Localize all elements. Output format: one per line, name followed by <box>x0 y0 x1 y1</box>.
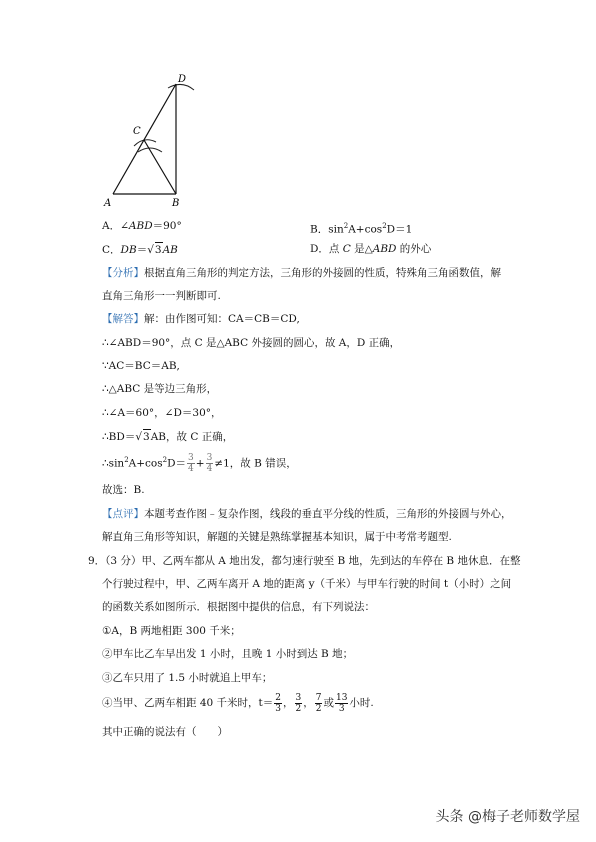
solution-7-sup2: 2 <box>162 456 168 464</box>
option-a-suffix: ＝90° <box>152 220 182 232</box>
option-b-suffix: D＝1 <box>386 223 413 236</box>
option-a-prefix: A．∠ <box>102 220 129 232</box>
fraction-den: 3 <box>275 703 281 714</box>
statement-4-comma-1: ， <box>283 697 294 709</box>
option-c-ab: AB <box>162 244 178 256</box>
fraction-den: 4 <box>206 464 213 474</box>
option-b-prefix: B．sin <box>310 223 344 236</box>
fraction-den: 3 <box>338 703 345 714</box>
solution-7-sup1: 2 <box>124 456 129 464</box>
solution-7-plus: + <box>195 457 205 470</box>
fraction-2-3 <box>274 693 282 714</box>
solution-choice: 故选：B. <box>102 484 145 496</box>
fraction-den: 2 <box>295 703 302 714</box>
fraction-3-4-b <box>206 453 214 474</box>
solution-line-6: ∴BD＝√3AB，故 C 正确， <box>102 431 234 443</box>
analysis-tag: 【分析】 <box>102 267 144 279</box>
analysis-line-2: 直角三角形一一判断即可. <box>102 290 221 302</box>
statement-4-comma-2: ， <box>303 697 314 709</box>
option-b-mid: A+cos <box>348 223 383 236</box>
arc-d <box>168 84 194 90</box>
comment-text-1: 本题考查作图﹣复杂作图，线段的垂直平分线的性质，三角形的外接圆与外心， <box>144 508 512 520</box>
option-c: C．DB＝√3AB <box>102 244 178 256</box>
comment-line-1 <box>102 507 512 521</box>
solution-7-eq: D＝ <box>167 457 187 470</box>
statement-1: ①A，B 两地相距 300 千米； <box>102 625 241 637</box>
option-b-sup2: 2 <box>382 222 387 230</box>
label-b: B <box>172 198 180 209</box>
statement-2: ②甲车比乙车早出发 1 小时，且晚 1 小时到达 B 地； <box>102 648 354 660</box>
comment-line-2: 解直角三角形等知识，解题的关键是熟练掌握基本知识，属于中考常考题型. <box>102 531 452 543</box>
solution-line-4: ∴△ABC 是等边三角形， <box>102 383 218 395</box>
option-b-sup1: 2 <box>343 222 349 230</box>
option-d-suffix: 的外心 <box>396 243 432 255</box>
option-a-angle: ABD <box>128 220 153 232</box>
option-c-sqrt: 3 <box>154 244 162 256</box>
label-c: C <box>133 126 141 137</box>
fraction-den: 2 <box>315 703 322 714</box>
option-d-prefix: D．点 <box>310 243 343 255</box>
option-d-abd: ABD <box>372 243 397 255</box>
option-d-c: C <box>342 243 351 255</box>
option-c-eq: ＝ <box>136 244 148 256</box>
statement-4-or: 或 <box>323 697 334 709</box>
question-9-ask: 其中正确的说法有（ ） <box>102 726 228 738</box>
statement-4-suffix: 小时. <box>349 697 374 709</box>
solution-6-prefix: ∴BD＝ <box>102 431 136 443</box>
solution-6-sqrt: 3 <box>143 431 150 443</box>
label-a: A <box>104 198 112 209</box>
option-b <box>310 219 412 237</box>
option-c-prefix: C． <box>102 244 121 256</box>
statement-4-prefix: ④当甲、乙两车相距 40 千米时，t＝ <box>102 697 274 709</box>
fraction-den: 4 <box>188 464 194 474</box>
option-d <box>310 242 431 256</box>
solution-7-suffix: ≠1，故 B 错误， <box>214 457 297 470</box>
statement-4 <box>102 690 374 716</box>
solution-line-2: ∴∠ABD＝90°，点 C 是△ABC 外接圆的圆心，故 A，D 正确， <box>102 337 401 349</box>
fraction-3-2 <box>295 693 303 714</box>
watermark: 头条 @梅子老师数学屋 <box>435 809 580 825</box>
solution-6-suffix: AB，故 C 正确， <box>150 431 234 443</box>
solution-7-prefix: ∴sin <box>102 457 125 470</box>
option-d-mid: 是△ <box>350 243 373 255</box>
fraction-num: 13 <box>335 692 348 703</box>
fraction-num: 3 <box>295 692 302 703</box>
fraction-13-3 <box>335 693 348 714</box>
solution-7-mid: A+cos <box>128 457 163 470</box>
solution-line-3: ∵AC＝BC＝AB, <box>102 360 180 372</box>
comment-tag: 【点评】 <box>102 508 144 520</box>
question-9-line-3: 的函数关系如图所示．根据图中提供的信息，有下列说法： <box>102 601 375 613</box>
fraction-num: 3 <box>206 453 213 463</box>
analysis-text-1: 根据直角三角形的判定方法，三角形的外接圆的性质，特殊角三角函数值，解 <box>144 267 501 279</box>
question-9-line-2: 个行驶过程中，甲、乙两车离开 A 地的距离 y（千米）与甲车行驶的时间 t（小时）之间 <box>102 578 512 590</box>
option-a <box>102 219 182 233</box>
option-c-db: DB <box>120 244 137 256</box>
fraction-7-2 <box>315 693 323 714</box>
solution-line-7 <box>102 448 297 476</box>
fraction-num: 7 <box>315 692 322 703</box>
question-9-line-1: 9．（3 分）甲、乙两车都从 A 地出发，都匀速行驶至 B 地，先到达的车停在 B 地休息．在整 <box>88 555 521 567</box>
solution-line-1 <box>102 312 300 326</box>
statement-3: ③乙车只用了 1.5 小时就追上甲车； <box>102 672 273 684</box>
segment-cb <box>144 140 176 194</box>
geometry-figure <box>98 72 208 210</box>
fraction-3-4-a <box>187 453 195 474</box>
solution-line-5: ∴∠A＝60°，∠D＝30°， <box>102 407 222 419</box>
label-d: D <box>178 74 187 85</box>
solution-tag: 【解答】 <box>102 313 144 325</box>
fraction-num: 3 <box>188 453 194 463</box>
analysis-line-1 <box>102 266 501 280</box>
fraction-num: 2 <box>275 692 281 703</box>
solution-text-1: 解：由作图可知：CA＝CB＝CD, <box>144 313 300 325</box>
